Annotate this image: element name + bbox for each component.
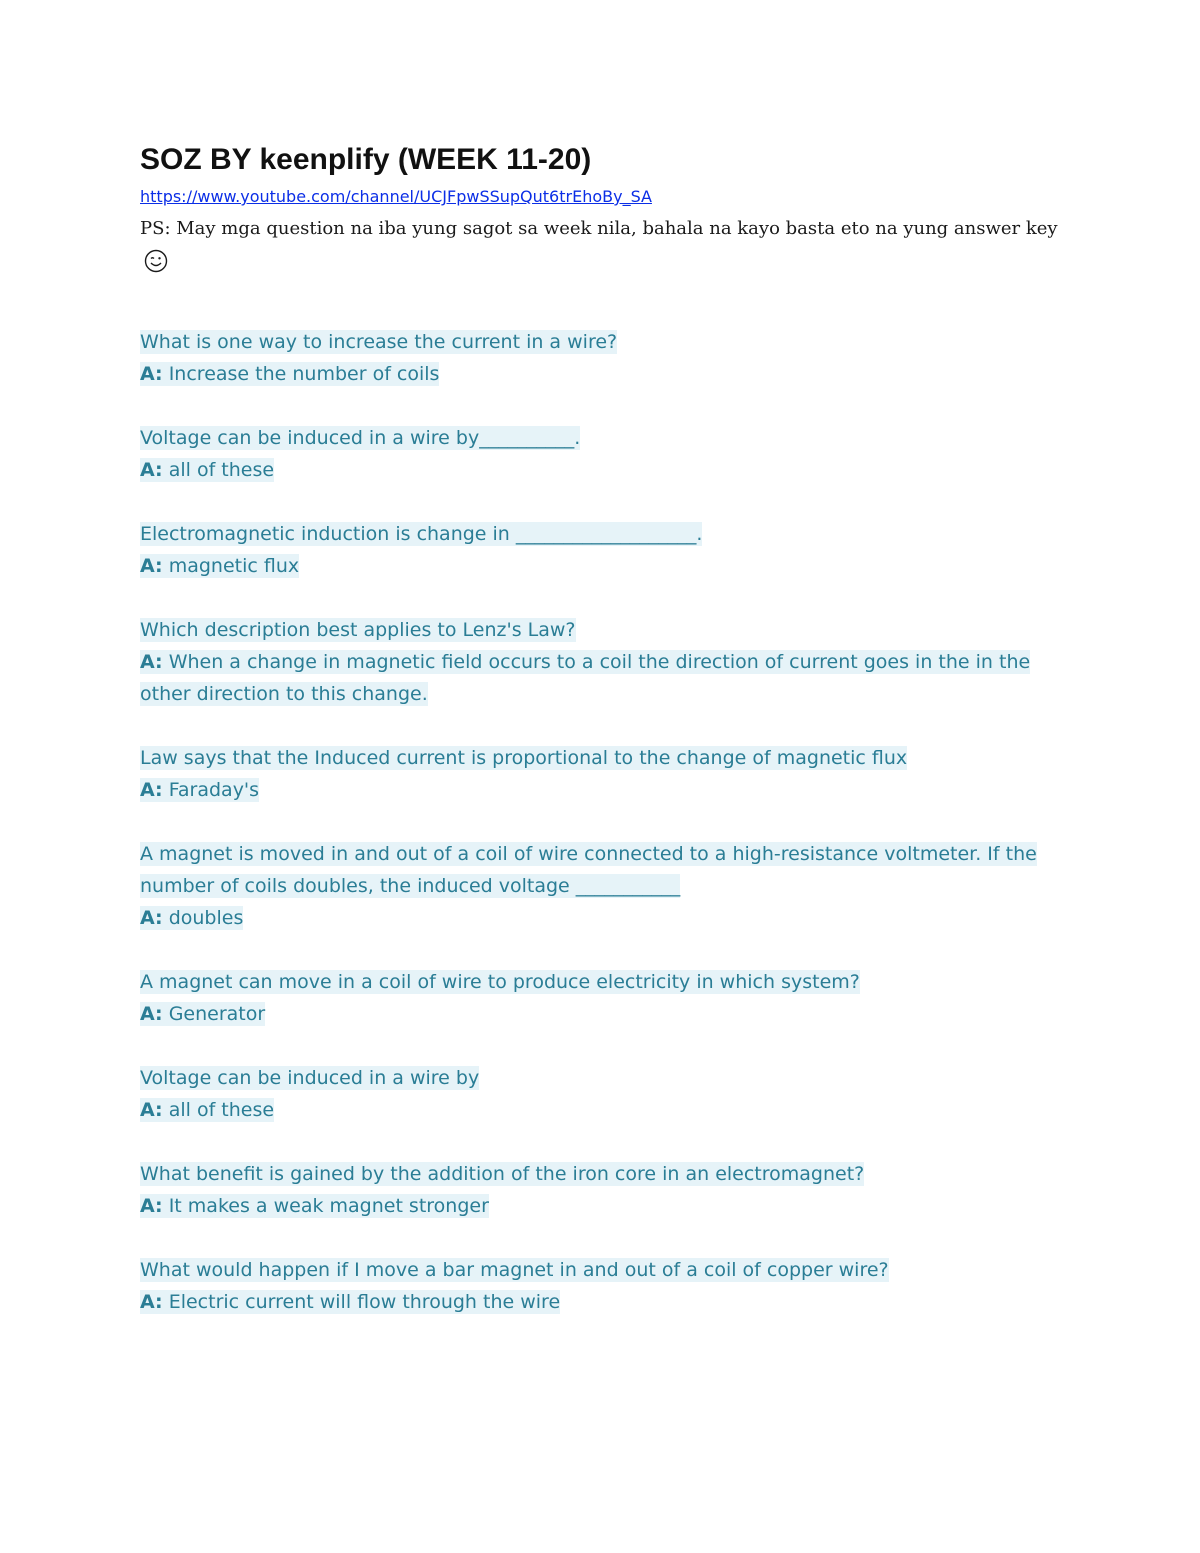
answer-text: doubles <box>168 907 244 929</box>
wink-smiley-icon <box>144 249 168 273</box>
qa-item <box>140 742 1060 806</box>
question-text: Voltage can be induced in a wire by <box>140 1067 480 1089</box>
answer-label: A: <box>140 779 163 801</box>
question-text: What benefit is gained by the addition of the iron core in an electromagnet? <box>140 1163 865 1185</box>
answer-label: A: <box>140 1099 163 1121</box>
question-text: A magnet is moved in and out of a coil of wire connected to a high-resistance voltmeter. If the number of coils doubles, the induced voltage ___________ <box>140 843 1037 897</box>
youtube-channel-link[interactable]: https://www.youtube.com/channel/UCJFpwSSupQut6trEhoBy_SA <box>140 187 652 206</box>
document-title: SOZ BY keenplify (WEEK 11-20) <box>140 143 592 176</box>
question-text: Voltage can be induced in a wire by__________. <box>140 427 581 449</box>
qa-item <box>140 422 1060 486</box>
answer-text: When a change in magnetic field occurs to a coil the direction of current goes in the in the other direction to this change. <box>140 651 1031 705</box>
qa-item <box>140 326 1060 390</box>
question-text: What would happen if I move a bar magnet in and out of a coil of copper wire? <box>140 1259 889 1281</box>
answer-label: A: <box>140 555 163 577</box>
answer-text: Electric current will flow through the wire <box>168 1291 561 1313</box>
answer-label: A: <box>140 1003 163 1025</box>
ps-note <box>140 212 1060 280</box>
qa-list <box>140 326 1060 1318</box>
qa-item <box>140 1062 1060 1126</box>
answer-text: Generator <box>168 1003 266 1025</box>
answer-text: all of these <box>168 459 275 481</box>
answer-label: A: <box>140 459 163 481</box>
question-text: Law says that the Induced current is proportional to the change of magnetic flux <box>140 747 908 769</box>
answer-label: A: <box>140 907 163 929</box>
qa-item <box>140 518 1060 582</box>
qa-item <box>140 614 1060 710</box>
qa-item <box>140 1254 1060 1318</box>
qa-item <box>140 966 1060 1030</box>
qa-item <box>140 838 1060 934</box>
answer-text: It makes a weak magnet stronger <box>168 1195 489 1217</box>
answer-text: magnetic flux <box>168 555 300 577</box>
question-text: A magnet can move in a coil of wire to produce electricity in which system? <box>140 971 860 993</box>
ps-note-text: PS: May mga question na iba yung sagot sa week nila, bahala na kayo basta eto na yung answer key <box>140 218 1058 239</box>
document-page <box>140 140 1060 1350</box>
answer-text: Increase the number of coils <box>168 363 440 385</box>
answer-label: A: <box>140 363 163 385</box>
answer-text: Faraday's <box>168 779 260 801</box>
question-text: What is one way to increase the current in a wire? <box>140 331 618 353</box>
answer-label: A: <box>140 1291 163 1313</box>
answer-label: A: <box>140 1195 163 1217</box>
qa-item <box>140 1158 1060 1222</box>
answer-text: all of these <box>168 1099 275 1121</box>
question-text: Which description best applies to Lenz's Law? <box>140 619 576 641</box>
question-text: Electromagnetic induction is change in ___________________. <box>140 523 703 545</box>
answer-label: A: <box>140 651 163 673</box>
